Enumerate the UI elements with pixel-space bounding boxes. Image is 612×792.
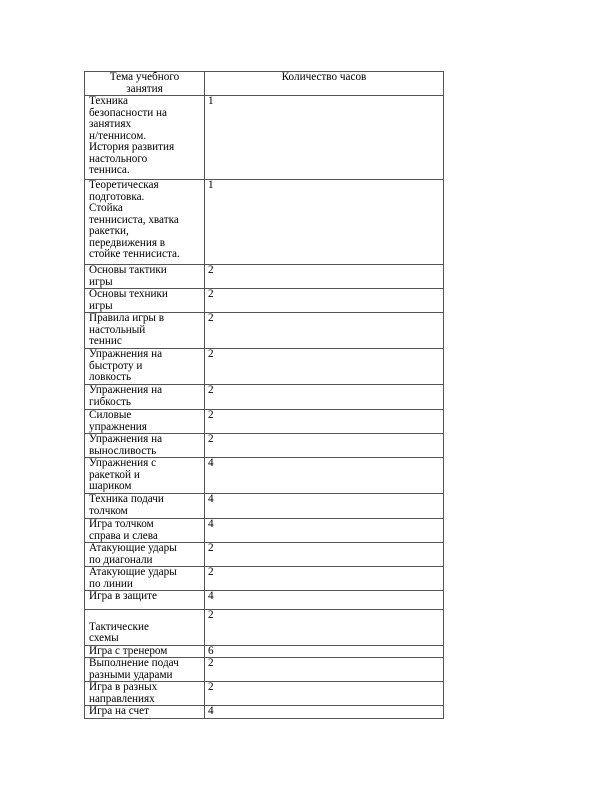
hours-cell: 2	[205, 543, 444, 567]
hours-cell: 2	[205, 385, 444, 410]
table-row	[85, 349, 444, 385]
topic-cell: Игра в защите	[85, 591, 205, 610]
table-row	[85, 410, 444, 434]
topic-cell: Выполнение подач разными ударами	[85, 658, 205, 682]
topic-cell: Тактические схемы	[85, 610, 205, 646]
hours-cell: 2	[205, 434, 444, 458]
topic-cell: Силовые упражнения	[85, 410, 205, 434]
topic-cell: Основы тактики игры	[85, 265, 205, 289]
hours-cell: 4	[205, 519, 444, 543]
hours-cell: 2	[205, 289, 444, 313]
table-row	[85, 591, 444, 610]
topic-cell: Теоретическая подготовка. Стойка теннисиста, хватка ракетки, передвижения в стойке теннисиста.	[85, 180, 205, 265]
topic-cell: Основы техники игры	[85, 289, 205, 313]
hours-cell: 2	[205, 682, 444, 706]
topic-cell: Упражнения с ракеткой и шариком	[85, 458, 205, 494]
hours-cell: 2	[205, 349, 444, 385]
topic-cell: Игра толчком справа и слева	[85, 519, 205, 543]
table-row	[85, 96, 444, 180]
table-row	[85, 385, 444, 410]
table-row	[85, 434, 444, 458]
table-row	[85, 682, 444, 706]
table-row	[85, 519, 444, 543]
topic-cell: Техника подачи толчком	[85, 494, 205, 519]
header-hours: Количество часов	[205, 72, 444, 96]
table-row	[85, 313, 444, 349]
table-row	[85, 265, 444, 289]
topic-cell: Атакующие удары по диагонали	[85, 543, 205, 567]
topic-cell: Упражнения на гибкость	[85, 385, 205, 410]
table-row	[85, 543, 444, 567]
hours-cell: 2	[205, 410, 444, 434]
hours-cell: 4	[205, 458, 444, 494]
topic-cell: Упражнения на быстроту и ловкость	[85, 349, 205, 385]
header-topic: Тема учебного занятия	[85, 72, 205, 96]
hours-cell: 2	[205, 610, 444, 646]
topic-cell: Атакующие удары по линии	[85, 567, 205, 591]
topic-cell: Упражнения на выносливость	[85, 434, 205, 458]
table-row	[85, 180, 444, 265]
table-row	[85, 458, 444, 494]
hours-cell: 2	[205, 265, 444, 289]
topic-cell: Правила игры в настольный теннис	[85, 313, 205, 349]
hours-cell: 2	[205, 658, 444, 682]
topic-cell: Игра на счет	[85, 706, 205, 719]
hours-cell: 6	[205, 645, 444, 658]
table-row	[85, 494, 444, 519]
table-row	[85, 645, 444, 658]
hours-cell: 4	[205, 591, 444, 610]
hours-cell: 4	[205, 494, 444, 519]
hours-cell: 1	[205, 180, 444, 265]
table-row	[85, 658, 444, 682]
table-row	[85, 567, 444, 591]
hours-table	[84, 71, 444, 719]
table-row	[85, 706, 444, 719]
hours-cell: 2	[205, 313, 444, 349]
hours-cell: 2	[205, 567, 444, 591]
topic-cell: Игра с тренером	[85, 645, 205, 658]
hours-cell: 4	[205, 706, 444, 719]
table-row	[85, 610, 444, 646]
table-row	[85, 289, 444, 313]
hours-cell: 1	[205, 96, 444, 180]
topic-cell: Техника безопасности на занятиях н/теннисом. История развития настольного тенниса.	[85, 96, 205, 180]
table-header-row	[85, 72, 444, 96]
topic-cell: Игра в разных направлениях	[85, 682, 205, 706]
